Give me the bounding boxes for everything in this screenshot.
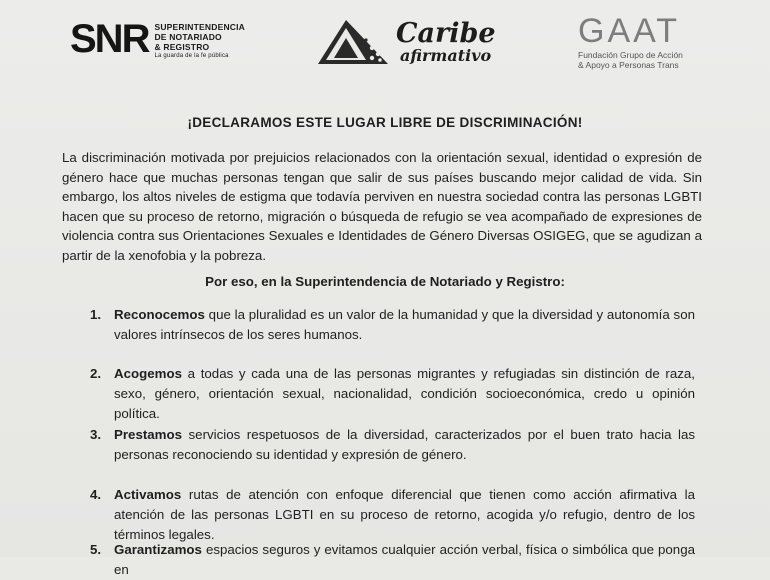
list-item-text: rutas de atención con enfoque diferencial que tienen como acción afirmativa la atención de las personas LGBTI en su proceso de retorno, acogida y/o refugio, dentro de los términos legales. <box>114 487 695 542</box>
list-item <box>90 540 695 580</box>
list-item-text: servicios respetuosos de la diversidad, caracterizados por el buen trato hacia las personas reconociendo su identidad y expresión de género. <box>114 427 695 462</box>
list-item-lead: Garantizamos <box>114 542 202 557</box>
snr-logo-tagline: La guarda de la fe pública <box>154 53 229 59</box>
list-item-text: espacios seguros y evitamos cualquier acción verbal, física o simbólica que ponga en <box>114 542 695 577</box>
gaat-logo-line: Fundación Grupo de Acción <box>578 50 683 60</box>
intro-paragraph: La discriminación motivada por prejuicios relacionados con la orientación sexual, identidad o expresión de género hace que muchas personas tengan que salir de sus países buscando mejor calidad de vida. Sin embargo, los altos niveles de estigma que todavía perviven en nuestra sociedad contra las personas LGBTI hacen que su proceso de retorno, migración o búsqueda de refugio se vea acompañado de expresiones de violencia contra sus Orientaciones Sexuales e Identidades de Género Diversas OSIGEG, que se agudizan a partir de la xenofobia y la pobreza. <box>62 150 702 263</box>
list-item-number: 1. <box>90 307 102 322</box>
list-item-lead: Reconocemos <box>114 307 205 322</box>
snr-logo <box>70 17 246 61</box>
list-item-number: 4. <box>90 487 102 502</box>
list-item-text: que la pluralidad es un valor de la humanidad y que la diversidad y autonomía son valores intrínsecos de los seres humanos. <box>114 307 695 342</box>
gaat-logo-line: & Apoyo a Personas Trans <box>578 60 679 70</box>
list-item <box>90 364 695 424</box>
gaat-logo-mark: GAAT <box>578 12 681 50</box>
list-item-number: 3. <box>90 427 102 442</box>
list-item <box>90 485 695 545</box>
list-item-lead: Acogemos <box>114 366 182 381</box>
list-item <box>90 305 695 345</box>
caribe-triangle-icon <box>316 18 390 66</box>
list-item-lead: Activamos <box>114 487 182 502</box>
list-item-number: 5. <box>90 542 102 557</box>
caribe-logo-title: Caribe <box>396 18 496 49</box>
snr-logo-mark: SNR <box>70 17 149 61</box>
caribe-afirmativo-logo <box>316 18 496 66</box>
document-subheading: Por eso, en la Superintendencia de Notariado y Registro: <box>205 274 565 289</box>
list-item-text: a todas y cada una de las personas migrantes y refugiadas sin distinción de raza, sexo, género, orientación sexual, nacionalidad, condición socioeconómica, credo u opinión política. <box>114 366 695 421</box>
snr-logo-text <box>154 22 245 60</box>
document-heading: ¡DECLARAMOS ESTE LUGAR LIBRE DE DISCRIMINACIÓN! <box>187 115 583 130</box>
snr-logo-line: DE NOTARIADO <box>154 32 222 42</box>
snr-logo-line: SUPERINTENDENCIA <box>154 22 246 32</box>
gaat-logo <box>578 12 683 70</box>
snr-logo-line: & REGISTRO <box>154 42 210 52</box>
caribe-logo-subtitle: afirmativo <box>400 46 492 65</box>
list-item-number: 2. <box>90 366 102 381</box>
list-item-lead: Prestamos <box>114 427 182 442</box>
list-item <box>90 425 695 465</box>
